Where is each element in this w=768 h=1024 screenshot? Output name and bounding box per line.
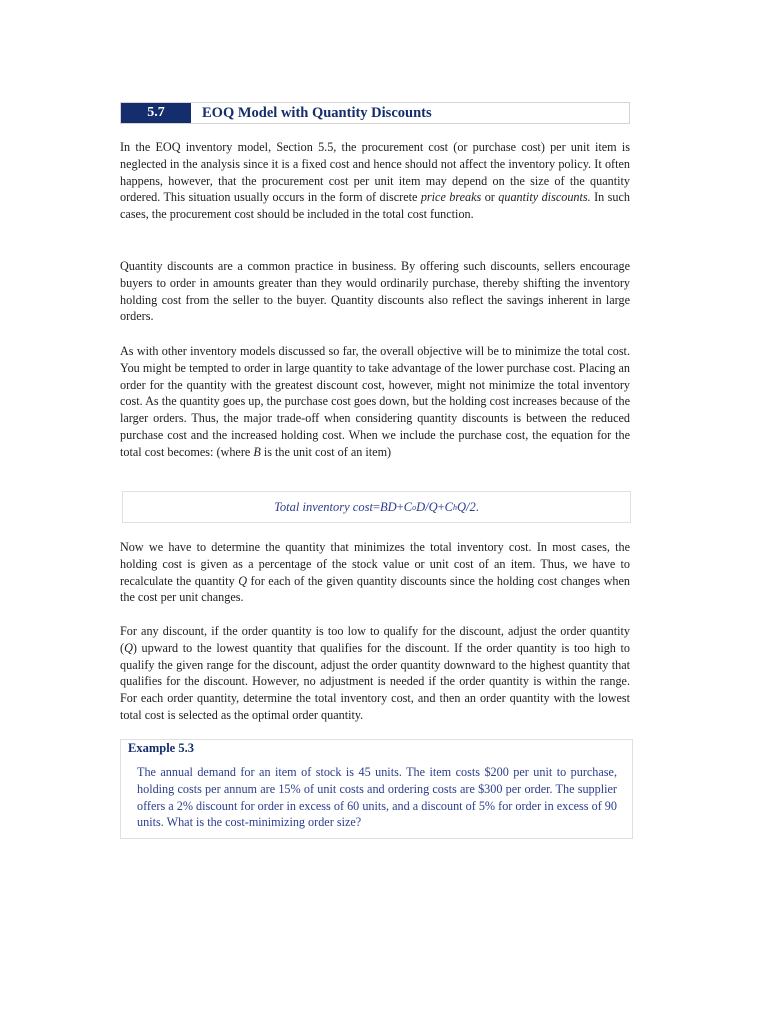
paragraph-3 (120, 343, 630, 461)
example-text: The annual demand for an item of stock is 45 units. The item costs $200 per unit to purchase, holding costs per annum are 15% of unit costs and ordering costs are $300 per order. The supplier offers a 2% discount for order in excess of 60 units, and a discount of 5% for order in excess of 90 units. What is the cost-minimizing order size? (137, 765, 617, 830)
paragraph-1-text-a: In the EOQ inventory model, Section 5.5, the procurement cost (or purchase cost) per unit item is neglected in the analysis since it is a fixed cost and hence should not affect the inventory policy. It often happens, however, that the procurement cost per unit item may depend on the size of the quantity ordered. This situation usually occurs in the form of discrete (120, 140, 630, 205)
formula-lhs: Total inventory cost (274, 499, 373, 514)
paragraph-2: Quantity discounts are a common practice in business. By offering such discounts, sellers encourage buyers to order in amounts greater than they would ordinarily purchase, thereby shifting the inventory holding cost from the seller to the buyer. Quantity discounts also reflect the savings inherent in large orders. (120, 259, 630, 324)
paragraph-3-text-a: As with other inventory models discussed so far, the overall objective will be to minimize the total cost. You might be tempted to order in large quantity to take advantage of the lower purchase cost. Placing an order for the quantity with the greatest discount cost, however, might not minimize the total inventory cost. As the quantity goes up, the purchase cost goes down, but the holding cost increases because of the larger orders. Thus, the major trade-off when considering quantity discounts is between the reduced purchase cost and the increased holding cost. When we include the purchase cost, the equation for the total cost becomes: (where (120, 344, 630, 459)
formula-sub-o: o (412, 502, 417, 512)
example-box (120, 739, 633, 839)
total-cost-formula (122, 491, 631, 523)
paragraph-4-text-b: for each of the given quantity discounts since the holding cost changes when the cost per unit changes. (120, 573, 630, 605)
section-title: EOQ Model with Quantity Discounts (202, 104, 432, 121)
formula-term-dq: D/Q (416, 499, 438, 514)
term-quantity-discounts: quantity discounts. (498, 190, 591, 205)
formula-term-bd: BD (380, 499, 397, 514)
formula-term-co: C (403, 499, 413, 514)
paragraph-3-text-b: is the unit cost of an item) (260, 444, 392, 459)
variable-q-2: Q (124, 640, 133, 655)
paragraph-1-text-b: or (481, 190, 499, 205)
example-title: Example 5.3 (128, 741, 194, 755)
paragraph-5-text-b: ) upward to the lowest quantity that qualifies for the discount. If the order quantity is too high to qualify the given range for the discount, adjust the order quantity downward to the highest quantity that qualifies for the discount. However, no adjustment is needed if the order quantity is within the range. For each order quantity, determine the total inventory cost, and then an order quantity with the lowest total cost is selected as the optimal order quantity. (120, 640, 630, 722)
paragraph-4-text-a: Now we have to determine the quantity that minimizes the total inventory cost. In most cases, the holding cost is given as a percentage of the stock value or unit cost of an item. Thus, we have to recalculate the quantity (120, 540, 630, 588)
formula-term-ch: C (444, 499, 454, 514)
variable-b: B (253, 444, 261, 459)
paragraph-1 (120, 139, 630, 223)
paragraph-5-text-a: For any discount, if the order quantity is too low to qualify for the discount, adjust the order quantity ( (120, 624, 630, 655)
term-price-breaks: price breaks (420, 190, 482, 205)
section-number: 5.7 (121, 103, 191, 123)
paragraph-4 (120, 539, 630, 606)
paragraph-5 (120, 623, 630, 724)
formula-term-q2: Q/2 (457, 499, 476, 514)
section-header (120, 102, 630, 124)
formula-period: . (475, 499, 479, 514)
paragraph-1-text-c: In such cases, the procurement cost should be included in the total cost function. (120, 190, 630, 222)
formula-plus-1: + (396, 499, 404, 514)
formula-sub-h: h (453, 502, 458, 512)
formula-equals: = (372, 499, 380, 514)
variable-q: Q (238, 573, 248, 588)
formula-plus-2: + (437, 499, 445, 514)
